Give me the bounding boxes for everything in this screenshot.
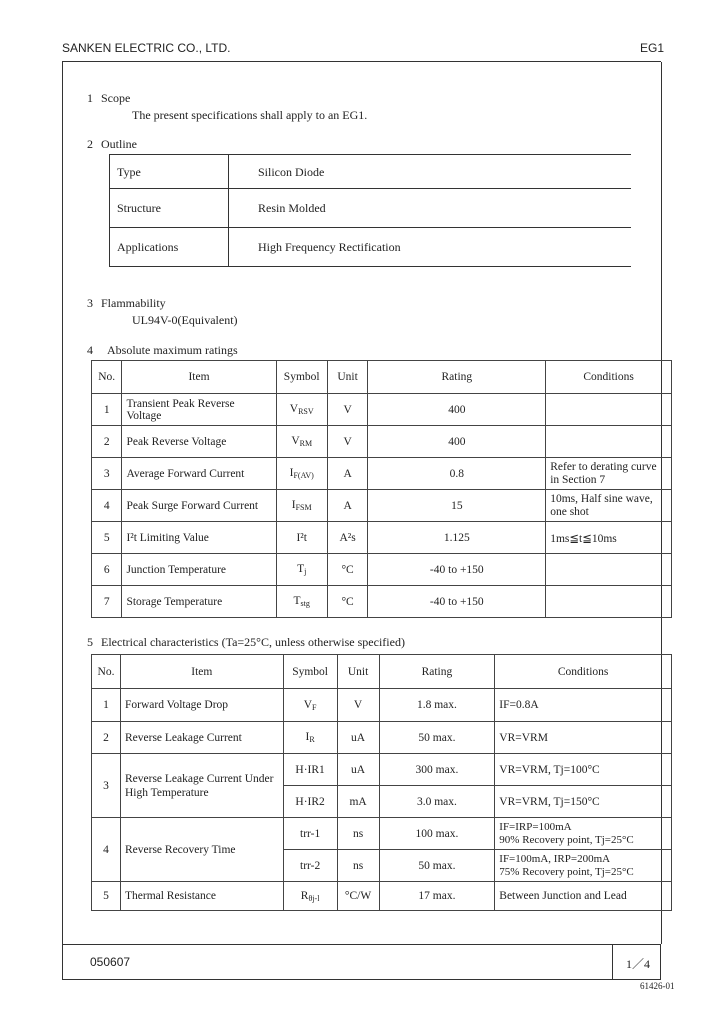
row-unit: A <box>327 490 368 522</box>
footer-date: 050607 <box>90 955 131 969</box>
row-rating: 50 max. <box>379 850 495 882</box>
section-3-number: 3 <box>87 296 93 310</box>
electrical-table <box>91 654 672 911</box>
row-no: 3 <box>92 458 122 490</box>
col-rating: Rating <box>379 655 495 689</box>
row-item: Reverse Recovery Time <box>120 818 283 882</box>
section-2-title: Outline <box>101 137 137 151</box>
row-unit: A²s <box>327 522 368 554</box>
table-row <box>92 722 672 754</box>
col-rating: Rating <box>368 361 546 394</box>
row-item: Transient Peak Reverse Voltage <box>122 394 276 426</box>
row-rating: 300 max. <box>379 754 495 786</box>
table-row <box>92 394 672 426</box>
row-no: 7 <box>92 586 122 618</box>
section-5-number: 5 <box>87 635 93 649</box>
row-rating: 17 max. <box>379 882 495 911</box>
section-1-number: 1 <box>87 91 93 105</box>
row-rating: 1.8 max. <box>379 689 495 722</box>
row-rating: 0.8 <box>368 458 546 490</box>
row-no: 3 <box>92 754 121 818</box>
col-unit: Unit <box>337 655 379 689</box>
page-number: 1／4 <box>626 957 651 971</box>
row-symbol: I²t <box>276 522 327 554</box>
row-no: 1 <box>92 394 122 426</box>
table-row <box>92 754 672 786</box>
row-unit: °C <box>327 586 368 618</box>
outline-type-label: Type <box>117 165 141 179</box>
row-item: Thermal Resistance <box>120 882 283 911</box>
row-no: 1 <box>92 689 121 722</box>
outline-type-value: Silicon Diode <box>258 165 325 179</box>
row-conditions: VR=VRM, Tj=150°C <box>495 786 672 818</box>
row-unit: ns <box>337 818 379 850</box>
row-rating: 50 max. <box>379 722 495 754</box>
col-conditions: Conditions <box>495 655 672 689</box>
row-conditions: Between Junction and Lead <box>495 882 672 911</box>
table-row <box>92 818 672 850</box>
row-item: Storage Temperature <box>122 586 276 618</box>
col-no: No. <box>92 655 121 689</box>
row-no: 5 <box>92 882 121 911</box>
row-symbol: $V_{RM}$ <box>276 426 327 458</box>
col-item: Item <box>120 655 283 689</box>
row-item: Peak Surge Forward Current <box>122 490 276 522</box>
scope-text: The present specifications shall apply to an EG1. <box>132 108 368 122</box>
row-rating: -40 to +150 <box>368 554 546 586</box>
row-conditions: IF=0.8A <box>495 689 672 722</box>
row-no: 6 <box>92 554 122 586</box>
table-row <box>92 882 672 911</box>
row-unit: V <box>327 426 368 458</box>
row-conditions: 10ms, Half sine wave, one shot <box>546 490 672 522</box>
row-conditions <box>546 394 672 426</box>
row-symbol: $T_{stg}$ <box>276 586 327 618</box>
row-rating: 400 <box>368 394 546 426</box>
row-item: Reverse Leakage Current Under High Temperature <box>120 754 283 818</box>
col-item: Item <box>122 361 276 394</box>
row-unit: V <box>337 689 379 722</box>
row-conditions: 1ms≦t≦10ms <box>546 522 672 554</box>
row-symbol: H·IR1 <box>283 754 337 786</box>
section-4-title: Absolute maximum ratings <box>107 343 238 357</box>
row-rating: 400 <box>368 426 546 458</box>
section-4-number: 4 <box>87 343 93 357</box>
row-conditions <box>546 586 672 618</box>
row-item: I²t Limiting Value <box>122 522 276 554</box>
row-symbol: $I_R$ <box>283 722 337 754</box>
table-row <box>92 490 672 522</box>
table-header-row <box>92 361 672 394</box>
outline-applications-label: Applications <box>117 240 179 254</box>
col-unit: Unit <box>327 361 368 394</box>
row-conditions: VR=VRM <box>495 722 672 754</box>
row-symbol: $R_{\theta j-l}$ <box>283 882 337 911</box>
row-symbol: $I_{FSM}$ <box>276 490 327 522</box>
doc-number: 61426-01 <box>640 981 675 991</box>
row-symbol: $V_F$ <box>283 689 337 722</box>
section-5-title: Electrical characteristics (Ta=25°C, unless otherwise specified) <box>101 635 405 649</box>
row-conditions: IF=100mA, IRP=200mA 75% Recovery point, Tj=25°C <box>495 850 672 882</box>
row-item: Forward Voltage Drop <box>120 689 283 722</box>
row-rating: -40 to +150 <box>368 586 546 618</box>
row-unit: mA <box>337 786 379 818</box>
row-symbol: $I_{F(AV)}$ <box>276 458 327 490</box>
row-item: Average Forward Current <box>122 458 276 490</box>
table-row <box>92 586 672 618</box>
table-row <box>92 554 672 586</box>
row-rating: 3.0 max. <box>379 786 495 818</box>
outline-structure-label: Structure <box>117 201 161 215</box>
col-no: No. <box>92 361 122 394</box>
row-symbol: H·IR2 <box>283 786 337 818</box>
row-unit: ns <box>337 850 379 882</box>
table-row <box>92 458 672 490</box>
abs-max-table <box>91 360 672 618</box>
row-conditions <box>546 554 672 586</box>
row-no: 4 <box>92 490 122 522</box>
row-item: Junction Temperature <box>122 554 276 586</box>
flammability-text: UL94V-0(Equivalent) <box>132 313 238 327</box>
row-conditions <box>546 426 672 458</box>
col-symbol: Symbol <box>283 655 337 689</box>
row-unit: uA <box>337 722 379 754</box>
outline-applications-value: High Frequency Rectification <box>258 240 401 254</box>
row-conditions: VR=VRM, Tj=100°C <box>495 754 672 786</box>
row-item: Peak Reverse Voltage <box>122 426 276 458</box>
row-unit: uA <box>337 754 379 786</box>
row-item: Reverse Leakage Current <box>120 722 283 754</box>
col-symbol: Symbol <box>276 361 327 394</box>
row-no: 4 <box>92 818 121 882</box>
row-symbol: $V_{RSV}$ <box>276 394 327 426</box>
row-no: 2 <box>92 426 122 458</box>
table-row <box>92 426 672 458</box>
row-unit: °C/W <box>337 882 379 911</box>
company-name: SANKEN ELECTRIC CO., LTD. <box>62 41 231 55</box>
section-3-title: Flammability <box>101 296 166 310</box>
row-rating: 1.125 <box>368 522 546 554</box>
row-rating: 100 max. <box>379 818 495 850</box>
section-2-number: 2 <box>87 137 93 151</box>
table-row <box>92 689 672 722</box>
row-symbol: trr-1 <box>283 818 337 850</box>
part-number: EG1 <box>640 41 665 55</box>
row-no: 2 <box>92 722 121 754</box>
row-unit: °C <box>327 554 368 586</box>
section-1-title: Scope <box>101 91 131 105</box>
row-conditions: Refer to derating curve in Section 7 <box>546 458 672 490</box>
row-unit: A <box>327 458 368 490</box>
row-no: 5 <box>92 522 122 554</box>
row-unit: V <box>327 394 368 426</box>
col-conditions: Conditions <box>546 361 672 394</box>
outline-structure-value: Resin Molded <box>258 201 326 215</box>
row-rating: 15 <box>368 490 546 522</box>
row-conditions: IF=IRP=100mA 90% Recovery point, Tj=25°C <box>495 818 672 850</box>
table-header-row <box>92 655 672 689</box>
table-row <box>92 522 672 554</box>
row-symbol: trr-2 <box>283 850 337 882</box>
row-symbol: $T_j$ <box>276 554 327 586</box>
